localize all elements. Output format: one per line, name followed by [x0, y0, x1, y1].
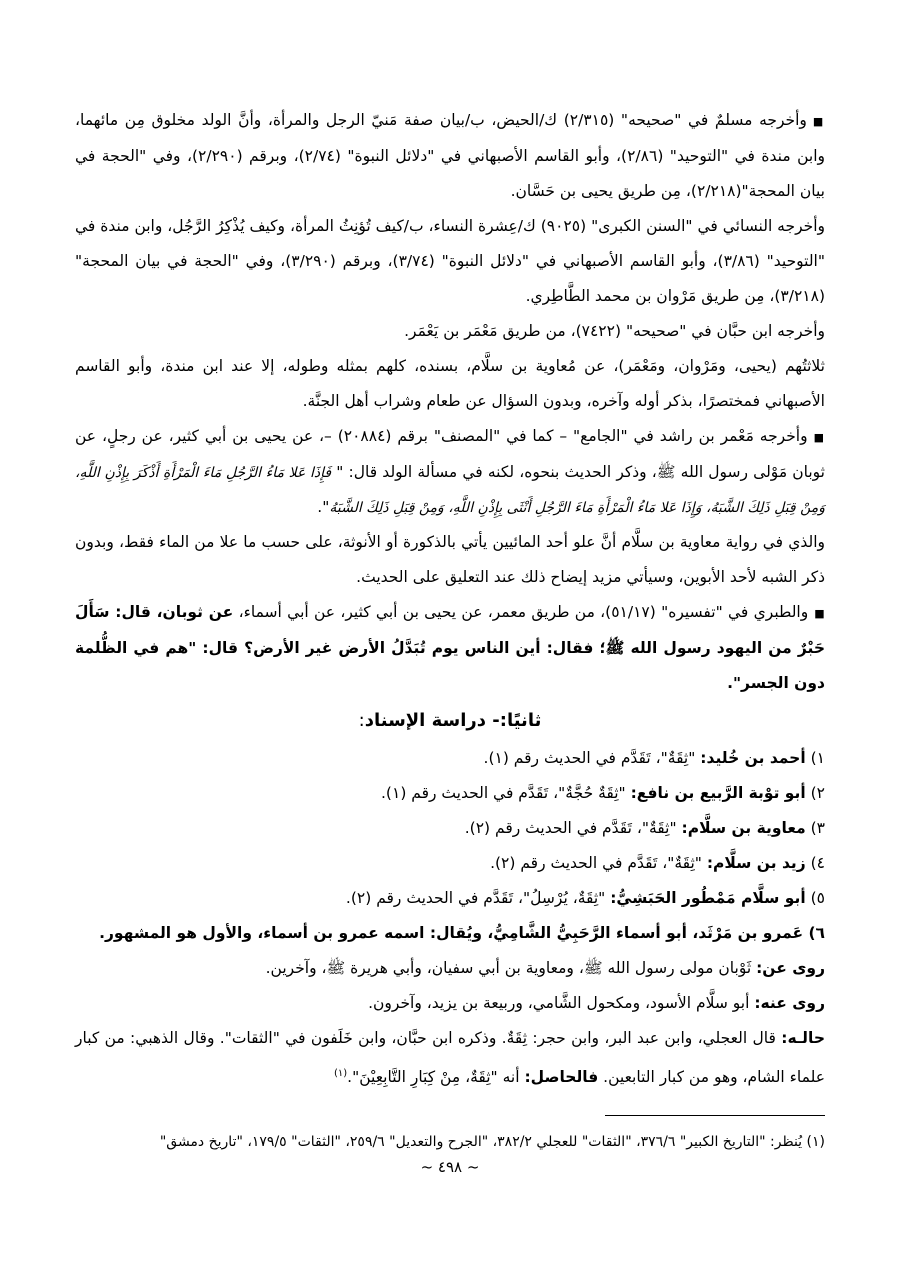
bullet-icon: ■ — [814, 607, 826, 620]
bullet-icon: ■ — [813, 431, 825, 444]
paragraph-hibban: وأخرجه ابن حبَّان في "صحيحه" (٧٤٢٢)، من طريق مَعْمَر بن يَعْمَر. — [404, 322, 825, 340]
footnote-separator — [605, 1115, 825, 1116]
section-title: ثانيًا:- دراسة الإسناد: — [358, 710, 542, 731]
narrator-6-heading: ٦) عَمرو بن مَرْثَد، أبو أسماء الرَّحَبِيُّ الشَّامِيُّ، ويُقال: اسمه عمرو بن أسماء، والأول هو المشهور. — [99, 924, 825, 942]
narrator-4: ٤) زيد بن سلَّام: "ثِقَةٌ"، تَقَدَّم في الحديث رقم (٢). — [490, 854, 825, 872]
page-body — [75, 103, 825, 1095]
narrator-6-rawa-an: روى عن: ثَوْبان مولى رسول الله ﷺ، ومعاوية بن أبي سفيان، وأبي هريرة ﷺ، وآخرين. — [265, 959, 825, 977]
paragraph-nasai: وأخرجه النسائي في "السنن الكبرى" (٩٠٢٥) ك/عِشرة النساء، ب/كيف تُؤنِثُ المرأة، وكيف يُذْكِرُ الرَّجُل، وابن مندة في "التوحيد" (٣/٨٦)، وأبو القاسم الأصبهاني في "دلائل النبوة" (٣/٧٤)، وبرقم (٣/٢٩٠)، وفي "الحجة في بيان المحجة"(٣/٢١٨)، مِن طريق مَرْوان بن محمد الطَّاطِري. — [75, 217, 826, 305]
narrator-6-rawa-anhu: روى عنه: أبو سلَّام الأسود، ومكحول الشَّامي، وربيعة بن يزيد، وآخرون. — [368, 994, 825, 1012]
narrator-3: ٣) معاوية بن سلَّام: "ثِقَةٌ"، تَقَدَّم في الحديث رقم (٢). — [464, 819, 825, 837]
paragraph-alladhi: والذي في رواية معاوية بن سلَّام أنَّ علو أحد المائيين يأتي بالذكورة أو الأنوثة، على حسب ما علا من الماء فقط، وبدون ذكر الشبه لأحد الأبوين، وسيأتي مزيد إيضاح ذلك عند التعليق على الحديث. — [75, 533, 825, 586]
narrator-6-haluhu: حالـه: قال العجلي، وابن عبد البر، وابن حجر: ثِقَةٌ. وذكره ابن حبَّان، وابن خَلَفون في "الثقات". وقال الذهبي: من كبار علماء الشام، وهو من كبار التابعين. فالحاصل: أنه "ثِقَةٌ، مِنْ كِبَارِ التَّابِعِيْنَ".$^{(١)}$ — [75, 1029, 825, 1087]
paragraph-muslim: ■وأخرجه مسلمٌ في "صحيحه" (٢/٣١٥) ك/الحيض، ب/بيان صفة مَنيّ الرجل والمرأة، وأنَّ الولد مخلوق مِن مائهما، وابن مندة في "التوحيد" (٢/٨٦)، وأبو القاسم الأصبهاني في "دلائل النبوة" (٢/٧٤)، وبرقم (٢/٢٩٠)، وفي "الحجة في بيان المحجة"(٢/٢١٨)، مِن طريق يحيى بن حَسَّان. — [75, 111, 826, 200]
narrator-1: ١) أحمد بن خُليد: "ثِقَةٌ"، تَقَدَّم في الحديث رقم (١). — [483, 749, 825, 767]
paragraph-tabari: ■والطبري في "تفسيره" (٥١/١٧)، من طريق معمر، عن يحيى بن أبي كثير، عن أبي أسماء، عن ثوبان، قال: سَأَلَ حَبْرٌ من اليهود رسول الله ﷺ؛ فقال: أين الناس يوم تُبَدَّلُ الأرض غير الأرض؟ قال: "هم في الظُّلمة دون الجسر". — [75, 603, 826, 692]
footnote: (١) يُنظر: "التاريخ الكبير" ٣٧٦/٦، "الثقات" للعجلي ٣٨٢/٢، "الجرح والتعديل" ٢٥٩/٦، "الثقات" ١٧٩/٥، "تاريخ دمشق" — [159, 1134, 825, 1150]
hadith-quote: فَإِذَا عَلا مَاءُ الرَّجُلِ مَاءَ الْمَرْأَةِ أَذْكَرَ بِإِذْنِ اللَّهِ، وَمِنْ قِبَلِ ذَلِكَ الشَّبَهُ، وَإِذَا عَلا مَاءُ الْمَرْأَةِ مَاءَ الرَّجُلِ أَنْثَى بِإِذْنِ اللَّهِ، وَمِنْ قِبَلِ ذَلِكَ الشَّبَهُ — [75, 465, 825, 516]
narrator-2: ٢) أبو توْبة الرَّبيع بن نافع: "ثِقَةٌ حُجَّةٌ"، تَقَدَّم في الحديث رقم (١). — [381, 784, 825, 802]
paragraph-thalathatuhum: ثلاثتُهم (يحيى، ومَرْوان، ومَعْمَر)، عن مُعاوية بن سلَّام، بسنده، كلهم بمثله وطوله، إلا عند ابن مندة، وأبو القاسم الأصبهاني فمختصرًا، بذكر أوله وآخره، وبدون السؤال عن طعام وشراب أهل الجنَّة. — [75, 357, 825, 410]
narrator-5: ٥) أبو سلَّام مَمْطُور الحَبَشِيُّ: "ثِقَةٌ، يُرْسِلُ"، تَقَدَّم في الحديث رقم (٢). — [345, 889, 825, 907]
footnote-ref: (١) — [333, 1068, 348, 1079]
paragraph-mamar: ■وأخرجه مَعْمر بن راشد في "الجامع" – كما في "المصنف" برقم (٢٠٨٨٤) –، عن يحيى بن أبي كثير، عن رجلٍ، عن ثوبان مَوْلى رسول الله ﷺ، وذكر الحديث بنحوه، لكنه في مسألة الولد قال: " فَإِذَا عَلا مَاءُ الرَّجُلِ مَاءَ الْمَرْأَةِ أَذْكَرَ بِإِذْنِ اللَّهِ، وَمِنْ قِبَلِ ذَلِكَ الشَّبَهُ، وَإِذَا عَلا مَاءُ الْمَرْأَةِ مَاءَ الرَّجُلِ أَنْثَى بِإِذْنِ اللَّهِ، وَمِنْ قِبَلِ ذَلِكَ الشَّبَهُ". — [75, 427, 825, 516]
page-number: ~ ٤٩٨ ~ — [420, 1158, 480, 1176]
hadith-text-bold: عن ثوبان، قال: سَأَلَ حَبْرٌ من اليهود رسول الله ﷺ؛ فقال: أين الناس يوم تُبَدَّلُ الأرض غير الأرض؟ قال: "هم في الظُّلمة دون الجسر". — [75, 603, 825, 692]
bullet-icon: ■ — [812, 115, 825, 128]
